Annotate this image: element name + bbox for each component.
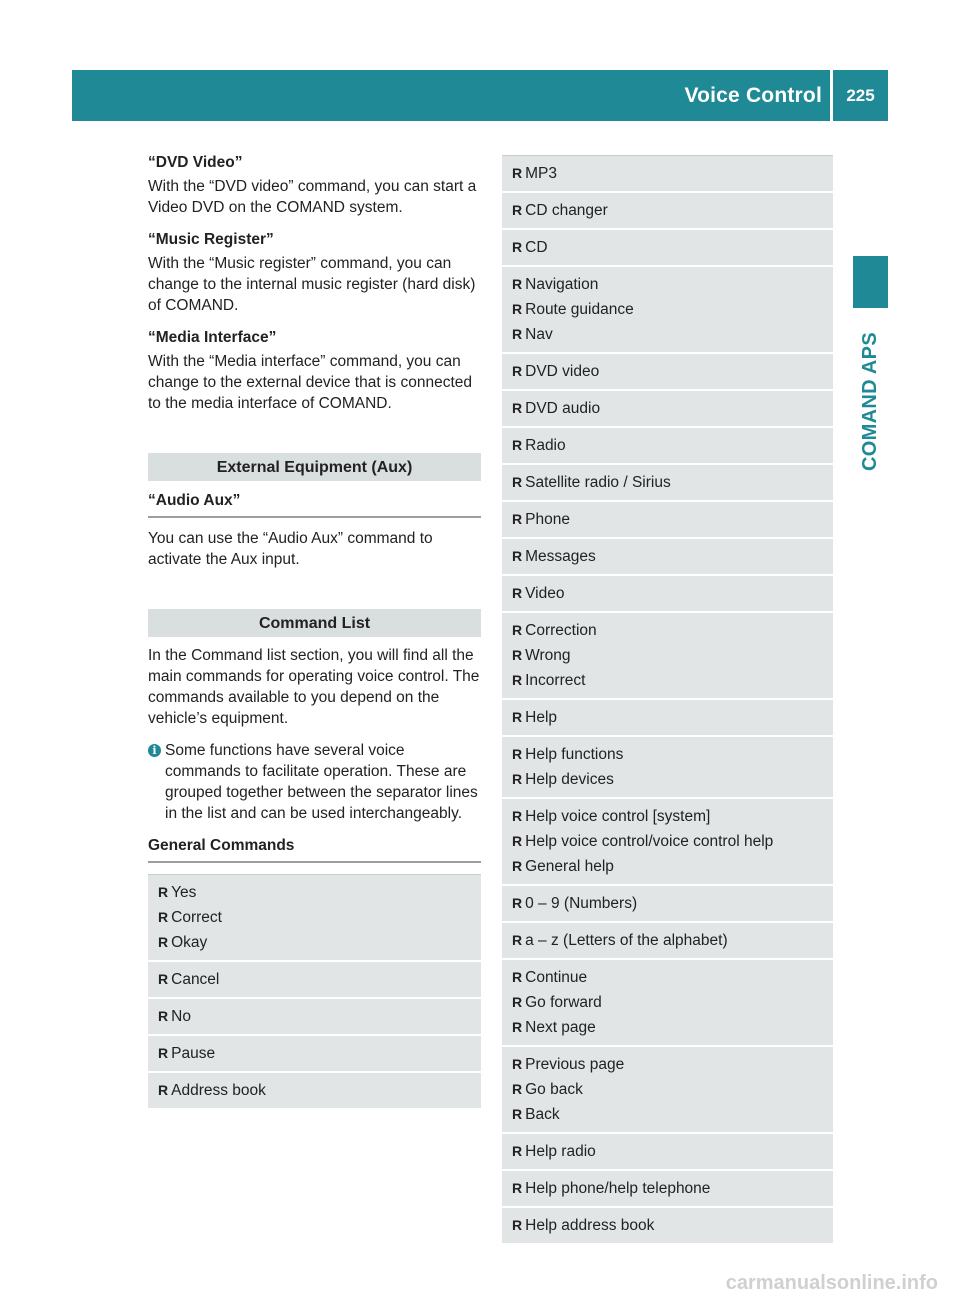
right-column [502,155,833,1245]
bullet-icon: R [512,239,523,255]
command-item [512,643,833,668]
bullet-icon: R [512,276,523,292]
command-text: Help [525,709,558,726]
command-item [158,1004,481,1029]
bullet-icon: R [512,672,523,688]
command-text: Previous page [525,1056,625,1073]
command-item [512,990,833,1015]
side-tab-label-text: COMAND APS [859,331,881,471]
command-group [502,886,833,923]
command-text: Back [525,1106,560,1123]
command-text: Incorrect [525,672,586,689]
command-item [512,322,833,347]
command-item [512,829,833,854]
audio-aux-heading: “Audio Aux” [148,490,481,518]
bullet-icon: R [512,932,523,948]
command-group [502,737,833,799]
bullet-icon: R [512,363,523,379]
bullet-icon: R [512,474,523,490]
command-item [512,1139,833,1164]
bullet-icon: R [512,326,523,342]
command-item [512,1077,833,1102]
command-text: 0 – 9 (Numbers) [525,895,638,912]
command-text: Messages [525,548,596,565]
command-text: Video [525,585,565,602]
music-register-body: With the “Music register” command, you can change to the internal music register (hard disk) of COMAND. [148,255,476,314]
bullet-icon: R [512,400,523,416]
command-list-section-title: Command List [148,609,481,637]
bullet-icon: R [512,165,523,181]
media-interface-body: With the “Media interface” command, you can change to the external device that is connected to the media interface of COMAND. [148,353,472,412]
info-note [148,740,481,824]
command-item [512,804,833,829]
command-group [502,960,833,1047]
command-text: Yes [171,884,197,901]
media-interface-heading: “Media Interface” [148,329,277,346]
command-group [502,267,833,354]
command-text: DVD audio [525,400,601,417]
command-text: No [171,1008,191,1025]
command-text: Wrong [525,647,571,664]
general-commands-heading: General Commands [148,835,481,863]
bullet-icon: R [158,1045,169,1061]
command-group [502,193,833,230]
command-text: Route guidance [525,301,634,318]
command-item [158,967,481,992]
command-item [512,742,833,767]
bullet-icon: R [512,1056,523,1072]
command-item [512,891,833,916]
command-group [502,1171,833,1208]
bullet-icon: R [512,511,523,527]
bullet-icon: R [512,1106,523,1122]
bullet-icon: R [512,1217,523,1233]
command-item [512,1052,833,1077]
bullet-icon: R [158,971,169,987]
bullet-icon: R [512,301,523,317]
command-item [512,1213,833,1238]
bullet-icon: R [512,746,523,762]
command-text: CD [525,239,548,256]
command-group [502,1047,833,1134]
command-group [148,875,481,962]
bullet-icon: R [512,548,523,564]
command-item [512,928,833,953]
command-text: Correct [171,909,222,926]
bullet-icon: R [512,895,523,911]
command-text: CD changer [525,202,608,219]
bullet-icon: R [512,647,523,663]
command-group [502,539,833,576]
bullet-icon: R [512,1143,523,1159]
command-item [512,581,833,606]
command-group [502,428,833,465]
bullet-icon: R [512,437,523,453]
command-text: MP3 [525,165,557,182]
command-text: Nav [525,326,553,343]
command-text: Radio [525,437,566,454]
command-text: Phone [525,511,570,528]
bullet-icon: R [512,622,523,638]
command-text: a – z (Letters of the alphabet) [525,932,728,949]
external-equipment-section-title: External Equipment (Aux) [148,453,481,481]
bullet-icon: R [512,771,523,787]
command-item [512,272,833,297]
commands-table [502,155,833,1245]
command-item [512,161,833,186]
command-item [512,544,833,569]
command-text: Address book [171,1082,266,1099]
music-register-heading: “Music Register” [148,231,274,248]
command-text: Help phone/help telephone [525,1180,711,1197]
command-text: Continue [525,969,588,986]
dvd-video-heading: “DVD Video” [148,154,243,171]
command-text: Navigation [525,276,599,293]
bullet-icon: R [512,833,523,849]
audio-aux-body: You can use the “Audio Aux” command to activate the Aux input. [148,530,433,568]
command-text: Go back [525,1081,583,1098]
command-text: Go forward [525,994,602,1011]
command-item [158,1078,481,1103]
command-group [502,354,833,391]
bullet-icon: R [158,1008,169,1024]
command-item [512,668,833,693]
command-text: Help voice control [system] [525,808,711,825]
command-group [502,230,833,267]
command-text: Pause [171,1045,216,1062]
command-text: Satellite radio / Sirius [525,474,671,491]
left-column [148,152,481,1110]
command-item [512,297,833,322]
command-group [148,999,481,1036]
command-item [158,905,481,930]
bullet-icon: R [512,709,523,725]
command-text: Help voice control/voice control help [525,833,774,850]
bullet-icon: R [512,1081,523,1097]
command-text: DVD video [525,363,600,380]
command-item [512,433,833,458]
side-tab-marker [853,256,888,308]
command-item [512,396,833,421]
command-item [512,854,833,879]
command-text: Help functions [525,746,624,763]
general-commands-table [148,874,481,1110]
command-item [512,965,833,990]
command-item [512,618,833,643]
command-item [158,880,481,905]
bullet-icon: R [512,969,523,985]
info-icon: i [148,744,161,757]
command-text: Cancel [171,971,220,988]
command-text: Next page [525,1019,596,1036]
command-group [502,1208,833,1245]
dvd-video-body: With the “DVD video” command, you can start a Video DVD on the COMAND system. [148,178,477,216]
command-text: General help [525,858,614,875]
command-group [502,576,833,613]
info-note-text: Some functions have several voice commands to facilitate operation. These are grouped together between the separator lines in the list and can be used interchangeably. [165,742,478,822]
command-group [502,799,833,886]
command-group [148,962,481,999]
command-group [502,391,833,428]
page-number: 225 [846,85,875,105]
bullet-icon: R [512,585,523,601]
command-text: Okay [171,934,208,951]
bullet-icon: R [158,1082,169,1098]
bullet-icon: R [158,909,169,925]
command-text: Correction [525,622,597,639]
bullet-icon: R [512,994,523,1010]
command-item [512,705,833,730]
command-group [502,923,833,960]
command-item [512,235,833,260]
command-item [512,1176,833,1201]
command-item [512,359,833,384]
bullet-icon: R [512,1019,523,1035]
command-item [158,1041,481,1066]
command-text: Help address book [525,1217,655,1234]
command-group [502,700,833,737]
command-item [158,930,481,955]
command-item [512,1015,833,1040]
page-title: Voice Control [684,83,822,107]
command-item [512,1102,833,1127]
bullet-icon: R [158,934,169,950]
command-group [502,502,833,539]
command-group [148,1036,481,1073]
command-group [148,1073,481,1110]
bullet-icon: R [512,202,523,218]
command-group [502,1134,833,1171]
command-item [512,470,833,495]
command-list-body: In the Command list section, you will find all the main commands for operating voice control. The commands available to you depend on the vehicle’s equipment. [148,647,480,727]
command-text: Help radio [525,1143,596,1160]
command-text: Help devices [525,771,614,788]
bullet-icon: R [158,884,169,900]
command-group [502,156,833,193]
command-group [502,613,833,700]
watermark: carmanualsonline.info [725,1272,938,1294]
command-item [512,767,833,792]
command-item [512,507,833,532]
bullet-icon: R [512,858,523,874]
command-item [512,198,833,223]
side-tab-label [853,316,888,486]
bullet-icon: R [512,808,523,824]
bullet-icon: R [512,1180,523,1196]
command-group [502,465,833,502]
